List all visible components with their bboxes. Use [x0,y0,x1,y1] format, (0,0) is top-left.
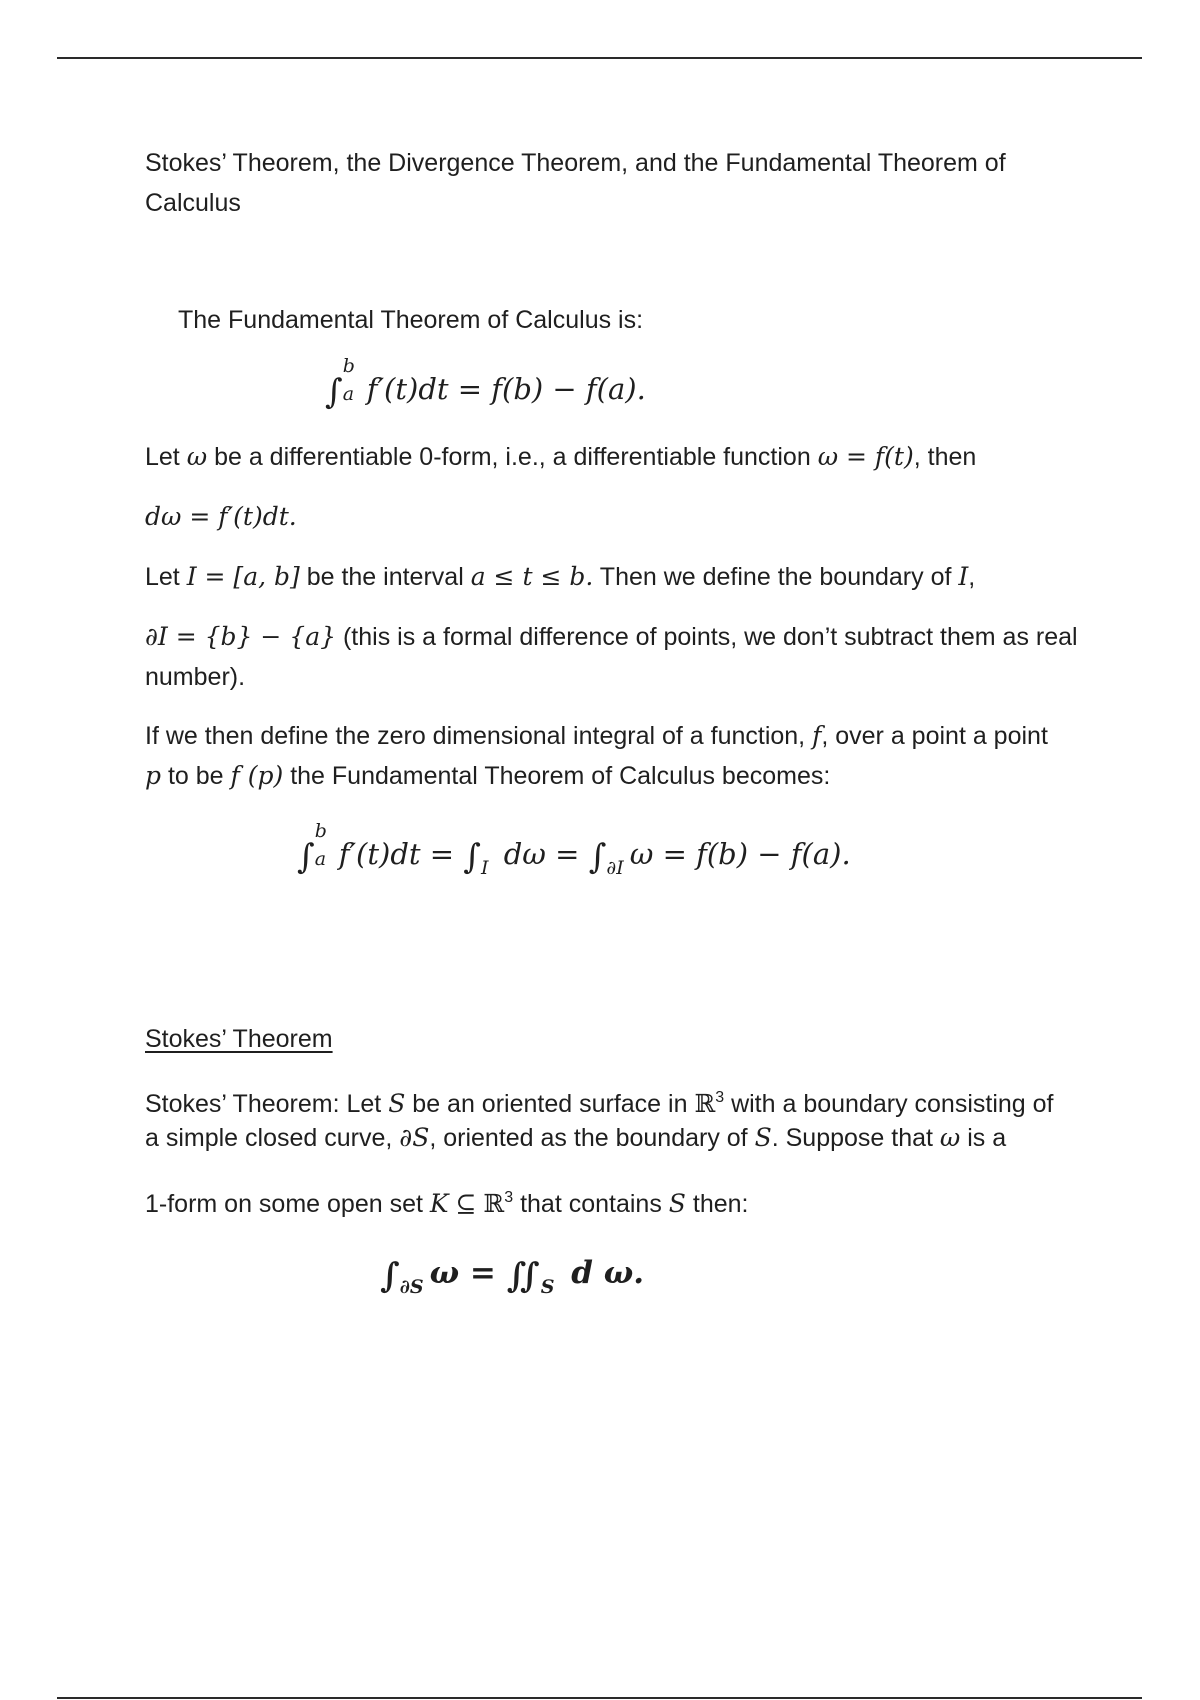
ftc-intro: The Fundamental Theorem of Calculus is: [178,306,644,334]
top-rule [57,57,1142,59]
integral-sign: ∫ [588,837,607,877]
stokes-statement-line3: 1-form on some open set K ⊆ ℝ$^3$ that contains S then: [145,1189,749,1218]
integral-sign: ∫ [297,837,315,877]
lower-limit: a [342,383,355,405]
stokes-equation: $\int_{\partial S}$ $\omega = ∬_S$ d ω. [380,1255,645,1298]
domega-line: dω = f′(t)dt. [145,502,297,531]
paragraph-interval: Let I = [a, b] be the interval a ≤ t ≤ b. Then we define the boundary of I, [145,562,976,591]
stokes-statement-line2: a simple closed curve, ∂S, oriented as the boundary of S. Suppose that ω is a [145,1123,1007,1152]
document-title: Stokes’ Theorem, the Divergence Theorem, and the Fundamental Theorem of [145,149,1006,177]
lower-limit: a [314,848,327,870]
integral-sign: ∫ [380,1256,400,1296]
document-title-cont: Calculus [145,189,241,217]
paragraph-zero-dim-integral: If we then define the zero dimensional integral of a function, f, over a point a point [145,721,1048,750]
bottom-rule [57,1697,1142,1699]
ftc-generalized-equation: ∫ b a $f'(t)dt = \int_I$ $d\omega = \int_{\partial I}$ ω = f(b) − f(a). [297,820,851,879]
paragraph-boundary: ∂I = {b} − {a} (this is a formal difference of points, we don’t subtract them as real [145,622,1078,651]
stokes-statement-line1: Stokes’ Theorem: Let S be an oriented surface in ℝ$^3$ with a boundary consisting of [145,1089,1054,1118]
paragraph-zero-dim-integral-cont: p to be f (p) the Fundamental Theorem of Calculus becomes: [145,761,831,790]
integral-sign: ∫ [325,372,343,412]
integral-sign: ∫ [463,837,481,877]
paragraph-zero-form: Let ω be a differentiable 0-form, i.e., a differentiable function ω = f(t), then [145,442,977,471]
ftc-equation-rhs: f′(t)dt = f(b) − f(a). [366,372,646,406]
paragraph-boundary-cont: number). [145,663,246,691]
upper-limit: b [314,820,327,842]
double-integral-sign: ∬ [506,1256,541,1296]
stokes-heading: Stokes’ Theorem [145,1025,333,1053]
upper-limit: b [342,355,355,377]
ftc-equation [325,355,646,412]
